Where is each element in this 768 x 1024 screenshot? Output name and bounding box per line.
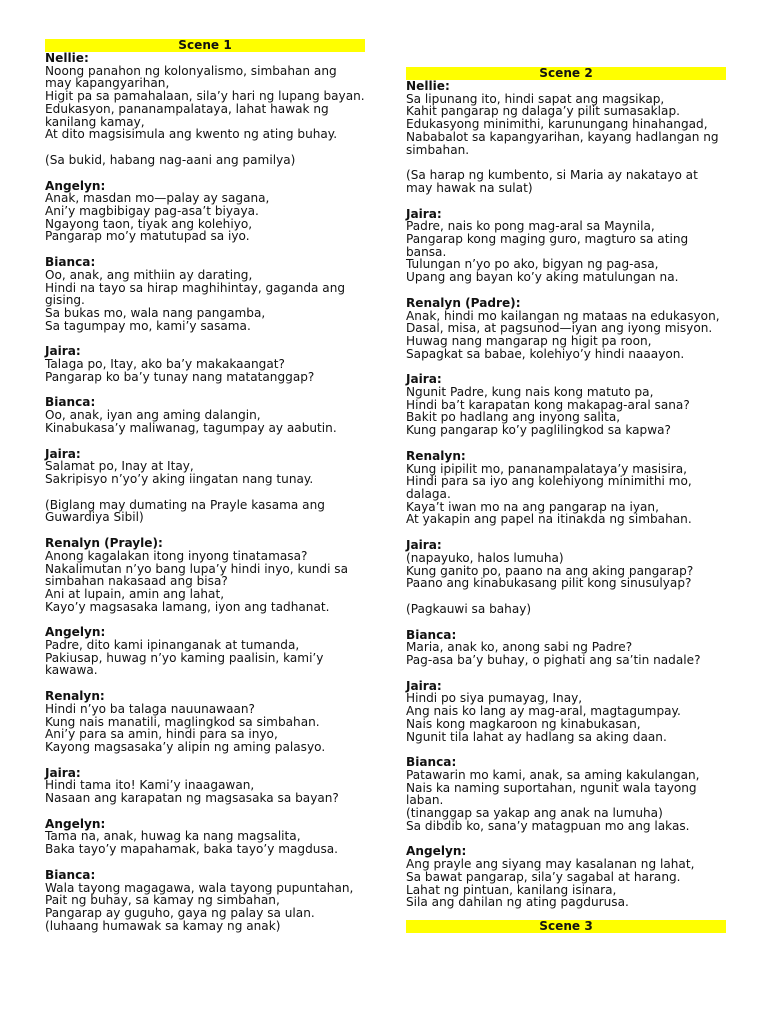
speaker-name: Jaira: [406, 206, 442, 221]
block-spacer [406, 195, 726, 208]
speaker-name: Bianca: [406, 755, 457, 770]
dialogue-line: Tulungan n’yo po ako, bigyan ng pag-asa, [406, 257, 659, 272]
dialogue-line: Sakripisyo n’yo’y aking iingatan nang tunay. [45, 471, 314, 486]
dialogue-line: Ngunit tila lahat ay hadlang sa aking daan. [406, 729, 667, 744]
scene-1-script [45, 52, 365, 932]
dialogue-line: Hindi tama ito! Kami’y inaagawan, [45, 778, 255, 793]
dialogue-line: Hindi ba’t karapatan kong makapag-aral sana? [406, 397, 690, 412]
dialogue-line: Sa bukas mo, wala nang pangamba, [45, 305, 266, 320]
dialogue-line: Ang nais ko lang ay mag-aral, magtagumpay. [406, 704, 681, 719]
dialogue-line: Nais ka naming suportahan, ngunit wala tayong laban. [406, 780, 697, 808]
scene-2-script [406, 80, 726, 909]
left-column [45, 0, 365, 932]
dialogue-line: (tinanggap sa yakap ang anak na lumuha) [406, 806, 663, 821]
dialogue-line: Anak, masdan mo—palay ay sagana, [45, 191, 270, 206]
stage-direction-block [45, 499, 365, 524]
dialogue-line: Sapagkat sa babae, kolehiyo’y hindi naaayon. [406, 346, 685, 361]
dialogue-block [45, 537, 365, 613]
dialogue-line: Pangarap kong maging guro, magturo sa ating bansa. [406, 232, 689, 259]
dialogue-line: Paano ang kinabukasang pilit kong sinusulyap? [406, 576, 692, 591]
dialogue-line: Talaga po, Itay, ako ba’y makakaangat? [45, 357, 285, 372]
dialogue-line: Kung nais manatili, maglingkod sa simbahan. [45, 714, 320, 729]
dialogue-line: Oo, anak, iyan ang aming dalangin, [45, 408, 261, 423]
right-column [406, 0, 726, 933]
speaker-name: Renalyn: [45, 689, 105, 704]
dialogue-block [406, 680, 726, 744]
dialogue-line: Patawarin mo kami, anak, sa aming kakulangan, [406, 767, 700, 782]
dialogue-block [45, 767, 365, 805]
speaker-name: Bianca: [45, 867, 96, 882]
dialogue-block [406, 845, 726, 909]
block-spacer [45, 856, 365, 869]
stage-direction: (Pagkauwi sa bahay) [406, 601, 532, 616]
dialogue-line: Salamat po, Inay at Itay, [45, 459, 194, 474]
dialogue-block [45, 690, 365, 754]
dialogue-block [45, 818, 365, 856]
dialogue-block [45, 626, 365, 677]
dialogue-line: Nakalimutan n’yo bang lupa’y hindi inyo, kundi sa simbahan nakasaad ang bisa? [45, 561, 349, 589]
dialogue-line: Ngayong taon, tiyak ang kolehiyo, [45, 216, 253, 231]
dialogue-block [406, 373, 726, 437]
dialogue-line: Sila ang dahilan ng ating pagdurusa. [406, 895, 629, 910]
speaker-name: Jaira: [406, 538, 442, 553]
speaker-name: Renalyn (Padre): [406, 295, 521, 310]
stage-direction-block [45, 154, 365, 167]
dialogue-line: Oo, anak, ang mithiin ay darating, [45, 267, 253, 282]
dialogue-line: Kayong magsasaka’y alipin ng aming palasyo. [45, 739, 326, 754]
dialogue-line: Pangarap ko ba’y tunay nang matatanggap? [45, 369, 315, 384]
dialogue-line: Kung ipipilit mo, pananampalataya’y masisira, [406, 461, 687, 476]
block-spacer [406, 616, 726, 629]
dialogue-line: Kung pangarap ko’y paglilingkod sa kapwa? [406, 423, 671, 438]
block-spacer [406, 284, 726, 297]
dialogue-line: Anak, hindi mo kailangan ng mataas na edukasyon, [406, 308, 720, 323]
dialogue-line: Baka tayo’y mapahamak, baka tayo’y magdusa. [45, 842, 339, 857]
dialogue-block [406, 208, 726, 284]
dialogue-line: (napayuko, halos lumuha) [406, 550, 564, 565]
dialogue-line: Kahit pangarap ng dalaga’y pilit sumasaklap. [406, 104, 680, 119]
dialogue-line: Padre, nais ko pong mag-aral sa Maynila, [406, 219, 655, 234]
dialogue-line: Higit pa sa pamahalaan, sila’y hari ng lupang bayan. [45, 89, 365, 104]
block-spacer [45, 167, 365, 180]
dialogue-block [45, 345, 365, 383]
speaker-name: Bianca: [45, 395, 96, 410]
dialogue-line: Noong panahon ng kolonyalismo, simbahan ang may kapangyarihan, [45, 63, 337, 91]
dialogue-line: Nasaan ang karapatan ng magsasaka sa bayan? [45, 791, 339, 806]
dialogue-line: Kinabukasa’y maliwanag, tagumpay ay aabutin. [45, 420, 337, 435]
dialogue-line: Pait ng buhay, sa kamay ng simbahan, [45, 893, 280, 908]
dialogue-line: Dasal, misa, at pagsunod—iyan ang iyong misyon. [406, 321, 713, 336]
speaker-name: Bianca: [406, 627, 457, 642]
dialogue-block [45, 256, 365, 332]
dialogue-line: Sa bawat pangarap, sila’y sagabal at harang. [406, 869, 681, 884]
block-spacer [45, 805, 365, 818]
dialogue-line: Maria, anak ko, anong sabi ng Padre? [406, 640, 633, 655]
dialogue-line: Bakit po hadlang ang inyong salita, [406, 410, 621, 425]
speaker-name: Angelyn: [45, 178, 106, 193]
dialogue-line: Wala tayong magagawa, wala tayong pupuntahan, [45, 880, 354, 895]
dialogue-line: Sa lipunang ito, hindi sapat ang magsikap, [406, 91, 665, 106]
dialogue-line: Anong kagalakan itong inyong tinatamasa? [45, 548, 308, 563]
scene-1-heading: Scene 1 [45, 39, 365, 52]
dialogue-line: Hindi para sa iyo ang kolehiyong minimithi mo, dalaga. [406, 474, 692, 501]
block-spacer [45, 332, 365, 345]
stage-direction: (Biglang may dumating na Prayle kasama ang Guwardiya Sibil) [45, 497, 325, 525]
speaker-name: Nellie: [406, 79, 450, 93]
dialogue-line: At dito magsisimula ang kwento ng ating buhay. [45, 127, 338, 142]
block-spacer [406, 437, 726, 450]
dialogue-line: Pag-asa ba’y buhay, o pighati ang sa’tin nadale? [406, 653, 701, 668]
dialogue-block [45, 52, 365, 141]
speaker-name: Jaira: [45, 765, 81, 780]
speaker-name: Angelyn: [406, 844, 467, 859]
speaker-name: Jaira: [45, 446, 81, 461]
dialogue-line: Kayo’y magsasaka lamang, iyon ang tadhanat. [45, 599, 330, 614]
dialogue-line: Hindi n’yo ba talaga nauunawaan? [45, 701, 255, 716]
dialogue-line: Kaya’t iwan mo na ang pangarap na iyan, [406, 499, 659, 514]
dialogue-line: Tama na, anak, huwag ka nang magsalita, [45, 829, 301, 844]
dialogue-line: Pakiusap, huwag n’yo kaming paalisin, kami’y kawawa. [45, 650, 324, 678]
dialogue-line: Nais kong magkaroon ng kinabukasan, [406, 716, 641, 731]
speaker-name: Renalyn (Prayle): [45, 536, 163, 551]
dialogue-line: Ang prayle ang siyang may kasalanan ng lahat, [406, 857, 695, 872]
scene-3-heading: Scene 3 [406, 920, 726, 933]
dialogue-line: Edukasyong minimithi, karunungang hinahangad, [406, 117, 708, 132]
stage-direction-block [406, 603, 726, 616]
stage-direction: (Sa harap ng kumbento, si Maria ay nakatayo at may hawak na sulat) [406, 168, 698, 195]
dialogue-line: Edukasyon, pananampalataya, lahat hawak ng kanilang kamay, [45, 101, 329, 129]
dialogue-block [406, 297, 726, 361]
dialogue-line: Pangarap ay guguho, gaya ng palay sa ulan. [45, 905, 315, 920]
dialogue-line: Ani’y magbibigay pag-asa’t biyaya. [45, 204, 259, 219]
block-spacer [406, 526, 726, 539]
block-spacer [406, 590, 726, 603]
dialogue-line: Hindi na tayo sa hirap maghihintay, gaganda ang gising. [45, 280, 346, 308]
dialogue-line: Lahat ng pintuan, kanilang isinara, [406, 882, 617, 897]
scene-2-heading: Scene 2 [406, 67, 726, 80]
dialogue-block [406, 80, 726, 156]
dialogue-block [406, 756, 726, 832]
block-spacer [406, 360, 726, 373]
speaker-name: Nellie: [45, 51, 89, 65]
dialogue-line: Ani’y para sa amin, hindi para sa inyo, [45, 727, 278, 742]
block-spacer [406, 667, 726, 680]
block-spacer [45, 141, 365, 154]
dialogue-block [45, 448, 365, 486]
dialogue-line: Nababalot sa kapangyarihan, kayang hadlangan ng simbahan. [406, 129, 719, 157]
stage-direction: (Sa bukid, habang nag-aani ang pamilya) [45, 152, 296, 167]
block-spacer [45, 486, 365, 499]
speaker-name: Angelyn: [45, 816, 106, 831]
dialogue-line: Padre, dito kami ipinanganak at tumanda, [45, 638, 300, 653]
dialogue-line: At yakapin ang papel na itinakda ng simbahan. [406, 512, 692, 527]
dialogue-line: Huwag nang mangarap ng higit pa roon, [406, 333, 652, 348]
speaker-name: Angelyn: [45, 625, 106, 640]
speaker-name: Jaira: [406, 678, 442, 693]
speaker-name: Bianca: [45, 255, 96, 270]
dialogue-block [406, 539, 726, 590]
dialogue-line: Pangarap mo’y matutupad sa iyo. [45, 229, 250, 244]
dialogue-line: (luhaang humawak sa kamay ng anak) [45, 918, 281, 933]
dialogue-line: Ani at lupain, amin ang lahat, [45, 586, 225, 601]
dialogue-line: Ngunit Padre, kung nais kong matuto pa, [406, 385, 654, 400]
dialogue-line: Kung ganito po, paano na ang aking pangarap? [406, 563, 694, 578]
block-spacer [45, 754, 365, 767]
speaker-name: Jaira: [406, 372, 442, 387]
block-spacer [45, 435, 365, 448]
dialogue-block [45, 869, 365, 933]
dialogue-line: Sa dibdib ko, sana’y matagpuan mo ang lakas. [406, 818, 690, 833]
dialogue-block [45, 180, 365, 244]
speaker-name: Renalyn: [406, 448, 466, 463]
dialogue-block [406, 629, 726, 667]
dialogue-line: Hindi po siya pumayag, Inay, [406, 691, 583, 706]
speaker-name: Jaira: [45, 344, 81, 359]
dialogue-block [45, 396, 365, 434]
dialogue-line: Upang ang bayan ko’y aking matulungan na. [406, 270, 679, 285]
dialogue-block [406, 450, 726, 526]
stage-direction-block [406, 169, 726, 194]
dialogue-line: Sa tagumpay mo, kami’y sasama. [45, 318, 251, 333]
